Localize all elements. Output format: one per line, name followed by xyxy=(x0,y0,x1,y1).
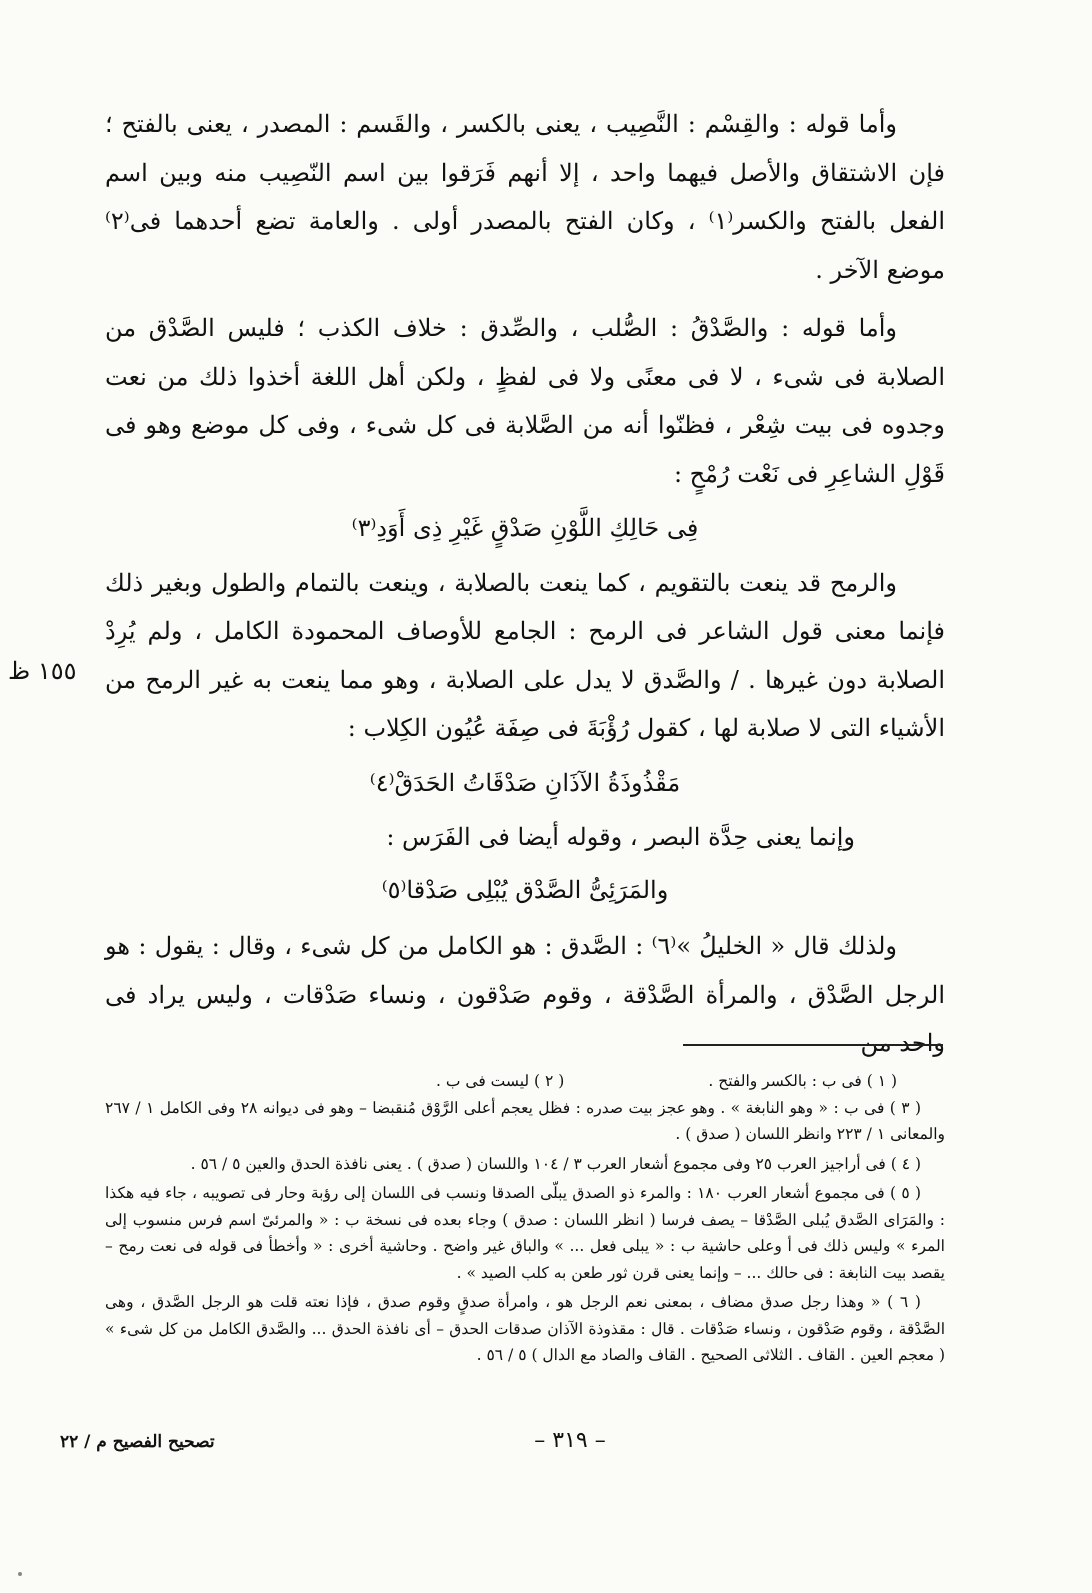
folio-marginal-note: ١٥٥ ظ xyxy=(8,657,77,685)
verse: والمَرَئِىُّ الصَّدْق يُبْلِى صَدْقا⁽٥⁾ xyxy=(381,875,669,904)
page-footer xyxy=(60,1428,940,1468)
footnote: ( ٢ ) ليست فى ب . xyxy=(436,1072,565,1090)
main-text xyxy=(105,100,945,1068)
paragraph: وأما قوله : والصَّدْقُ : الصُّلب ، والصِّدق : خلاف الكذب ؛ فليس الصَّدْق من الصلابة فى شىء ، لا فى معنًى ولا فى لفظٍ ، ولكن أهل اللغة أخذوا ذلك من نعت وجدوه فى بيت شِعْر ، فظنّوا أنه من الصَّلابة فى كل شىء ، وفى كل موضع وهو فى قَوْلِ الشاعِرِ فى نَعْت رُمْحٍ : xyxy=(105,314,945,488)
paragraph: وإنما يعنى حِدَّة البصر ، وقوله أيضا فى الفَرَس : xyxy=(386,823,855,851)
footnote-row xyxy=(105,1068,945,1095)
footnote: ( ١ ) فى ب : بالكسر والفتح . xyxy=(708,1072,897,1090)
footnote: ( ٦ ) « وهذا رجل صدق مضاف ، بمعنى نعم الرجل هو ، وامرأة صدقٍ وقوم صدق ، فإذا نعته قلت هو الرجل الصَّدق ، وهى الصَّدْقة ، وقوم صَدْقون ، ونساء صَدْقات . قال : مقذوذة الآذان صدقات الحدق – أى نافذة الحدق ... والصَّدق الكامل من كل شىء » ( معجم العين . القاف . الثلاثى الصحيح . القاف والصاد مع الدال ) ٥ / ٥٦ . xyxy=(105,1293,945,1364)
paragraph: وأما قوله : والقِسْم : النَّصِيب ، يعنى بالكسر ، والقَسم : المصدر ، يعنى بالفتح ؛ فإن الاشتقاق والأصل فيهما واحد ، إلا أنهم فَرَقوا بين اسم النّصِيب منه وبين اسم الفعل بالفتح والكسر⁽١⁾ ، وكان الفتح بالمصدر أولى . والعامة تضع أحدهما فى⁽٢⁾ موضع الآخر . xyxy=(105,110,945,284)
paragraph: ولذلك قال « الخليلُ »⁽٦⁾ : الصَّدق : هو الكامل من كل شىء ، وقال : يقول : هو الرجل الصَّدْق ، والمرأة الصَّدْقة ، وقوم صَدْقون ، ونساء صَدْقات ، وليس يراد فى واحد من xyxy=(105,932,945,1057)
page-number: – ٣١٩ – xyxy=(534,1428,606,1453)
footnote: ( ٥ ) فى مجموع أشعار العرب ١٨٠ : والمرء ذو الصدق يبلّى الصدقا ونسب فى اللسان إلى رؤبة وحار فى تصويبه ، جاء فيه هكذا : والمَرَاى الصَّدق يُبلى الصَّدْقا – يصف فرسا ( انظر اللسان : صدق ) وجاء بعده فى نسخة ب : « والمرئىّ اسم فرس منسوب إلى المرء » وليس ذلك فى أ وعلى حاشية ب : « يبلى فعل ... » والباق غير واضح . وحاشية أخرى : « وأخطأ فى قوله فى نعت رمح – يقصد بيت النابغة : فى حالك ... – وإنما يعنى قرن ثور طعن به كلب الصيد » . xyxy=(105,1184,945,1282)
footnote: ( ٤ ) فى أراجيز العرب ٢٥ وفى مجموع أشعار العرب ٣ / ١٠٤ واللسان ( صدق ) . يعنى نافذة الحدق والعين ٥ / ٥٦ . xyxy=(190,1154,921,1173)
footnotes xyxy=(105,1068,945,1372)
footnote: ( ٣ ) فى ب : « وهو النابغة » . وهو عجز بيت صدره : فظل يعجم أعلى الرَّوْق مُنقبضا – وهو فى ديوانه ٢٨ وفى الكامل ١ / ٢٦٧ والمعانى ١ / ٢٢٣ وانظر اللسان ( صدق ) . xyxy=(105,1098,945,1143)
verse: فِى حَالِكِ اللَّوْنِ صَدْقٍ غَيْرِ ذِى أَوَدِ⁽٣⁾ xyxy=(351,514,699,542)
signature-mark: تصحيح الفصيح م / ٢٢ xyxy=(60,1432,215,1452)
verse: مَقْذُوذَةُ الآذَانِ صَدْقَاتُ الحَدَقْ⁽٤⁾ xyxy=(369,768,681,797)
scan-speck xyxy=(18,1572,22,1576)
footnote-separator xyxy=(683,1044,943,1046)
paragraph: والرمح قد ينعت بالتقويم ، كما ينعت بالصلابة ، وينعت بالتمام والطول وبغير ذلك فإنما معنى قول الشاعر فى الرمح : الجامع للأوصاف المحمودة الكامل ، ولم يُرِدْ الصلابة دون غيرها . / والصَّدق لا يدل على الصلابة ، وهو مما ينعت به غير الرمح من الأشياء التى لا صلابة لها ، كقول رُؤْبَةَ فى صِفَة عُيُون الكِلاب : xyxy=(105,568,945,742)
